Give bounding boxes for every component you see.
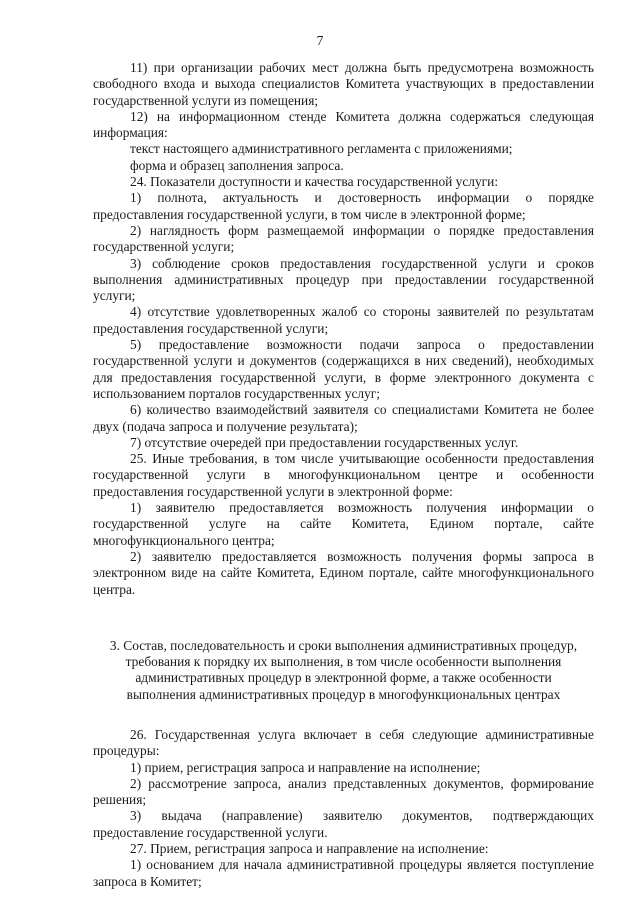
paragraph: 25. Иные требования, в том числе учитывающие особенности предоставления государственной услуги в многофункциональном центре и особенности предоставления государственной услуги в электронной форме: <box>93 451 594 499</box>
paragraph: 11) при организации рабочих мест должна быть предусмотрена возможность свободного входа и выхода специалистов Комитета участвующих в предоставлении государственной услуги из помещения; <box>93 60 594 108</box>
page-number: 7 <box>316 33 324 48</box>
paragraph: 27. Прием, регистрация запроса и направление на исполнение: <box>130 841 489 857</box>
document-body <box>93 60 594 890</box>
paragraph: 2) наглядность форм размещаемой информации о порядке предоставления государственной услуги; <box>93 222 594 255</box>
paragraph: 1) прием, регистрация запроса и направление на исполнение; <box>130 759 481 775</box>
paragraph: 2) рассмотрение запроса, анализ представленных документов, формирование решения; <box>93 775 594 808</box>
paragraph: 7) отсутствие очередей при предоставлении государственных услуг. <box>130 434 519 450</box>
paragraph: 2) заявителю предоставляется возможность получения формы запроса в электронном виде на сайте Комитета, Едином портале, сайте многофункционального центра. <box>93 548 594 597</box>
paragraph: 3) соблюдение сроков предоставления государственной услуги и сроков выполнения административных процедур при предоставлении государственной услуги; <box>93 255 594 304</box>
paragraph: 6) количество взаимодействий заявителя со специалистами Комитета не более двух (подача запроса и получение результата); <box>93 402 594 434</box>
paragraph: 24. Показатели доступности и качества государственной услуги: <box>130 174 499 190</box>
paragraph: 1) полнота, актуальность и достоверность информации о порядке предоставления государственной услуги, в том числе в электронной форме; <box>93 190 594 222</box>
paragraph: 5) предоставление возможности подачи запроса о предоставлении государственной услуги и документов (содержащихся в них сведений), необходимых для предоставления государственной услуги, в форме электронного документа с использованием порталов государственных услуг; <box>93 337 594 401</box>
section-heading: 3. Состав, последовательность и сроки выполнения административных процедур, требования к порядку их выполнения, в том числе особенности выполнения административных процедур в электронной форме, а также особенности выполнения административных процедур в многофункциональных центрах <box>109 637 578 702</box>
paragraph: 3) выдача (направление) заявителю документов, подтверждающих предоставление государственной услуги. <box>93 808 594 840</box>
paragraph: форма и образец заполнения запроса. <box>130 157 344 173</box>
paragraph: 1) основанием для начала административной процедуры является поступление запроса в Комитет; <box>93 857 594 889</box>
paragraph: 4) отсутствие удовлетворенных жалоб со стороны заявителей по результатам предоставления государственной услуги; <box>93 304 594 336</box>
paragraph: текст настоящего административного регламента с приложениями; <box>130 141 513 157</box>
paragraph: 26. Государственная услуга включает в себя следующие административные процедуры: <box>93 726 594 759</box>
paragraph: 1) заявителю предоставляется возможность получения информации о государственной услуге на сайте Комитета, Едином портале, сайте многофункционального центра; <box>93 500 594 548</box>
paragraph: 12) на информационном стенде Комитета должна содержаться следующая информация: <box>93 108 594 141</box>
